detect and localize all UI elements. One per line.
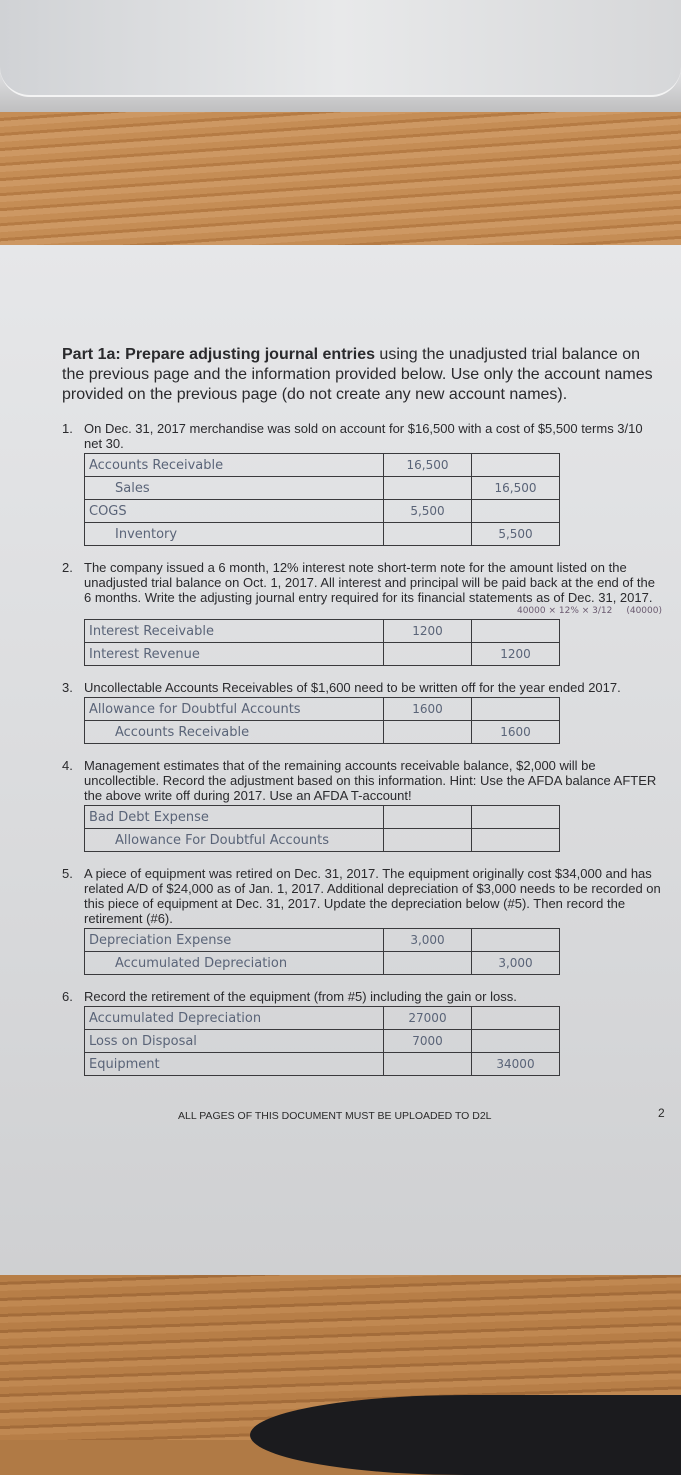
credit-cell[interactable]: [472, 620, 560, 643]
question-3: [62, 680, 662, 744]
journal-row: [85, 929, 560, 952]
page-heading: [62, 345, 662, 405]
journal-entry-table-5: [84, 928, 560, 975]
journal-row: [85, 829, 560, 852]
question-text: The company issued a 6 month, 12% interest note short-term note for the amount listed on the unadjusted trial balance on Oct. 1, 2017. All interest and principal will be paid back at the end of the 6 months. Write the adjusting journal entry required for its financial statements as of Dec. 31, 2017.: [84, 560, 655, 605]
credit-cell[interactable]: [472, 806, 560, 829]
journal-row: [85, 806, 560, 829]
journal-row: [85, 698, 560, 721]
account-cell[interactable]: Accounts Receivable: [85, 454, 384, 477]
credit-cell[interactable]: [472, 698, 560, 721]
footer-note: ALL PAGES OF THIS DOCUMENT MUST BE UPLOADED TO D2L: [178, 1110, 492, 1122]
debit-cell[interactable]: [384, 952, 472, 975]
handwritten-notes: [84, 606, 662, 617]
debit-cell[interactable]: [384, 477, 472, 500]
journal-row: [85, 500, 560, 523]
credit-cell[interactable]: 34000: [472, 1053, 560, 1076]
journal-entry-table-4: [84, 805, 560, 852]
question-text: Record the retirement of the equipment (from #5) including the gain or loss.: [84, 989, 517, 1004]
credit-cell[interactable]: [472, 500, 560, 523]
journal-row: [85, 643, 560, 666]
account-cell[interactable]: Allowance For Doubtful Accounts: [85, 829, 384, 852]
question-number: 5.: [62, 866, 73, 881]
footer-row: [62, 1106, 665, 1126]
question-number: 4.: [62, 758, 73, 773]
question-2: [62, 560, 662, 666]
wood-table-top: [0, 112, 681, 247]
debit-cell[interactable]: [384, 523, 472, 546]
journal-row: [85, 620, 560, 643]
credit-cell[interactable]: [472, 929, 560, 952]
debit-cell[interactable]: 16,500: [384, 454, 472, 477]
debit-cell[interactable]: 7000: [384, 1030, 472, 1053]
journal-row: [85, 523, 560, 546]
credit-cell[interactable]: [472, 1030, 560, 1053]
worksheet-content: [62, 345, 665, 1126]
credit-cell[interactable]: 3,000: [472, 952, 560, 975]
credit-cell[interactable]: [472, 1007, 560, 1030]
account-cell[interactable]: Loss on Disposal: [85, 1030, 384, 1053]
question-4: [62, 758, 662, 852]
question-number: 6.: [62, 989, 73, 1004]
debit-cell[interactable]: 1200: [384, 620, 472, 643]
account-cell[interactable]: COGS: [85, 500, 384, 523]
account-cell[interactable]: Interest Revenue: [85, 643, 384, 666]
debit-cell[interactable]: [384, 806, 472, 829]
account-cell[interactable]: Equipment: [85, 1053, 384, 1076]
journal-entry-table-3: [84, 697, 560, 744]
credit-cell[interactable]: [472, 454, 560, 477]
debit-cell[interactable]: [384, 1053, 472, 1076]
handwritten-note: (40000): [626, 606, 662, 616]
questions-list: [62, 421, 662, 1076]
laptop-background: [0, 0, 681, 112]
question-6: [62, 989, 662, 1076]
debit-cell[interactable]: [384, 721, 472, 744]
heading-rest: using the unadjusted trial balance on the previous page and the information provided below. Use only the account names provided on the previous page (do not create any new account names).: [62, 346, 653, 403]
debit-cell[interactable]: 3,000: [384, 929, 472, 952]
debit-cell[interactable]: 27000: [384, 1007, 472, 1030]
account-cell[interactable]: Bad Debt Expense: [85, 806, 384, 829]
debit-cell[interactable]: [384, 643, 472, 666]
journal-row: [85, 721, 560, 744]
question-5: [62, 866, 662, 975]
account-cell[interactable]: Accumulated Depreciation: [85, 952, 384, 975]
journal-row: [85, 1007, 560, 1030]
debit-cell[interactable]: 1600: [384, 698, 472, 721]
question-text: Management estimates that of the remaining accounts receivable balance, $2,000 will be uncollectible. Record the adjustment based on this information. Hint: Use the AFDA balance AFTER the above write off during 2017. Use an AFDA T-account!: [84, 758, 657, 803]
account-cell[interactable]: Depreciation Expense: [85, 929, 384, 952]
shadow: [250, 1395, 681, 1475]
journal-row: [85, 952, 560, 975]
question-number: 2.: [62, 560, 73, 575]
account-cell[interactable]: Interest Receivable: [85, 620, 384, 643]
question-text: A piece of equipment was retired on Dec. 31, 2017. The equipment originally cost $34,000 and has related A/D of $24,000 as of Jan. 1, 2017. Additional depreciation of $3,000 needs to be recorded on this piece of equipment at Dec. 31, 2017. Update the depreciation below (#5). Then record the retirement (#6).: [84, 866, 661, 926]
credit-cell[interactable]: 1200: [472, 643, 560, 666]
credit-cell[interactable]: [472, 829, 560, 852]
credit-cell[interactable]: 1600: [472, 721, 560, 744]
credit-cell[interactable]: 5,500: [472, 523, 560, 546]
journal-row: [85, 1053, 560, 1076]
account-cell[interactable]: Inventory: [85, 523, 384, 546]
page-number: 2: [658, 1106, 665, 1120]
question-text: Uncollectable Accounts Receivables of $1,600 need to be written off for the year ended 2017.: [84, 680, 621, 695]
debit-cell[interactable]: 5,500: [384, 500, 472, 523]
handwritten-note: 40000 × 12% × 3/12: [516, 606, 613, 616]
laptop-edge: [0, 0, 681, 97]
debit-cell[interactable]: [384, 829, 472, 852]
account-cell[interactable]: Allowance for Doubtful Accounts: [85, 698, 384, 721]
account-cell[interactable]: Accounts Receivable: [85, 721, 384, 744]
question-number: 1.: [62, 421, 73, 436]
heading-bold: Part 1a: Prepare adjusting journal entries: [62, 346, 375, 363]
journal-entry-table-2: [84, 619, 560, 666]
account-cell[interactable]: Sales: [85, 477, 384, 500]
credit-cell[interactable]: 16,500: [472, 477, 560, 500]
journal-row: [85, 477, 560, 500]
question-text: On Dec. 31, 2017 merchandise was sold on account for $16,500 with a cost of $5,500 terms 3/10 net 30.: [84, 421, 643, 451]
journal-entry-table-6: [84, 1006, 560, 1076]
journal-row: [85, 454, 560, 477]
question-number: 3.: [62, 680, 73, 695]
journal-row: [85, 1030, 560, 1053]
question-1: [62, 421, 662, 546]
journal-entry-table-1: [84, 453, 560, 546]
account-cell[interactable]: Accumulated Depreciation: [85, 1007, 384, 1030]
